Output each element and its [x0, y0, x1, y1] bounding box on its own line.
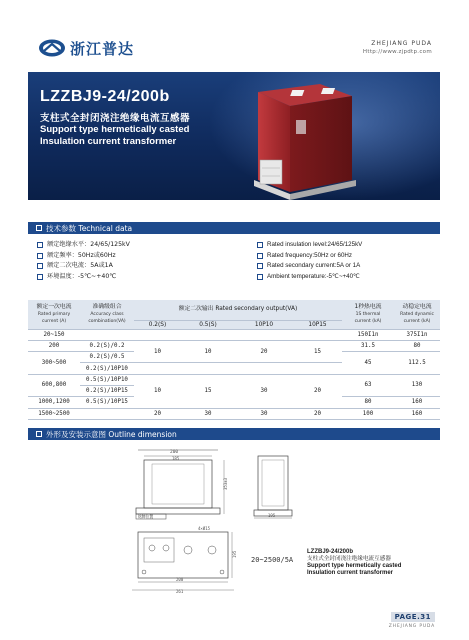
puda-logo-icon [38, 38, 66, 58]
section-technical-data [28, 222, 440, 234]
section-square-icon [36, 225, 42, 231]
company-logo [38, 36, 134, 60]
param-text: Ambient temperature:-5℃~+40℃ [267, 272, 361, 280]
col-0.2s: 0.2(S) [134, 320, 181, 329]
checkbox-square-icon [257, 263, 263, 269]
col-thermal-current: 1秒热电流 1S thermal current (kA) [342, 300, 394, 329]
checkbox-square-icon [37, 263, 43, 269]
col-secondary-output: 额定二次输出 Rated secondary output(VA) [134, 300, 342, 320]
company-url[interactable]: Http://www.zjpdtp.com [362, 49, 432, 55]
section-title: 外形及安装示意图 Outline dimension [46, 429, 177, 439]
table-row: 1000,1200 0.5(S)/10P15 80 160 [28, 397, 440, 408]
brand-block [363, 40, 432, 56]
param-text: Rated insulation level:24/65/125kV [267, 241, 363, 248]
base-view-drawing [118, 522, 248, 594]
checkbox-square-icon [257, 242, 263, 248]
product-name-cn: 支柱式全封闭浇注绝缘电流互感器 [40, 113, 191, 124]
section-square-icon [36, 431, 42, 437]
dim-top-inner: 185 [172, 456, 180, 461]
param-cn [37, 251, 130, 262]
ratio-label: 20~2500/5A [251, 556, 294, 564]
col-10p15: 10P15 [293, 320, 342, 329]
section-title: 技术参数 Technical data [46, 223, 133, 233]
col-accuracy-class: 准确级组合 Accuracy class combination(VA) [80, 300, 134, 329]
param-text: 额定二次电流：5A或1A [47, 262, 113, 270]
col-10p10: 10P10 [235, 320, 293, 329]
caption-cn: 支柱式全封闭浇注绝缘电流互感器 [307, 556, 391, 562]
col-dynamic-current: 动稳定电流 Rated dynamic current (kA) [394, 300, 440, 329]
checkbox-square-icon [37, 274, 43, 280]
dim-base: 261 [176, 589, 184, 594]
table-row: 300~500 0.2(S)/0.5 45 112.5 [28, 352, 440, 363]
table-row: 0.2(S)/10P15 [28, 385, 440, 396]
params-en-list [257, 240, 362, 282]
side-view-drawing [246, 446, 306, 520]
param-en [257, 272, 362, 283]
section-outline-dimension [28, 428, 440, 440]
checkbox-square-icon [37, 242, 43, 248]
param-en [257, 251, 362, 262]
table-row: 200 0.2(S)/0.2 10 10 20 15 31.5 80 [28, 340, 440, 351]
dim-foot: 200 [176, 577, 184, 582]
checkbox-square-icon [257, 253, 263, 259]
checkbox-square-icon [257, 274, 263, 280]
col-primary-current: 额定一次电流 Rated primary current (A) [28, 300, 80, 329]
product-name-en-1: Support type hermetically casted [40, 124, 190, 135]
param-text: 环境温度：-5℃~+40℃ [47, 272, 117, 280]
table-row: 600,800 0.5(S)/10P10 10 15 30 20 63 130 [28, 374, 440, 385]
dim-side: 195 [232, 550, 237, 558]
product-model: LZZBJ9-24/200b [40, 88, 170, 105]
nameplate-label: 铭牌位置 [138, 514, 154, 519]
col-0.5s: 0.5(S) [181, 320, 235, 329]
dim-right-width: 195 [268, 513, 276, 518]
dim-hole: 4×Ø15 [198, 526, 211, 531]
param-cn [37, 272, 130, 283]
product-photo [248, 80, 358, 220]
checkbox-square-icon [37, 253, 43, 259]
caption-model: LZZBJ9-24/200b [307, 549, 354, 555]
logo-text: 浙江普达 [70, 39, 135, 58]
product-name-en-2: Insulation current transformer [40, 136, 177, 147]
table-row: 0.2(S)/10P10 [28, 363, 440, 374]
param-en [257, 240, 362, 251]
param-text: 额定频率：50Hz或60Hz [47, 251, 116, 259]
param-cn [37, 240, 130, 251]
page-number: PAGE.31 [391, 612, 435, 622]
caption-en-2: Insulation current transformer [307, 570, 394, 576]
dim-top-width: 200 [170, 450, 179, 455]
hero-banner [28, 72, 440, 200]
dim-height: 353±3 [223, 477, 228, 490]
table-row: 1500~2500 20 30 30 20 100 160 [28, 408, 440, 419]
table-row: 20~150 150I1n 375I1n [28, 329, 440, 340]
param-text: Rated secondary current:5A or 1A [267, 262, 361, 270]
table-header-row [28, 300, 440, 320]
params-cn-list [37, 240, 130, 282]
caption-en-1: Support type hermetically casted [307, 563, 402, 569]
param-en [257, 261, 362, 272]
brand-name: ZHEJIANG PUDA [371, 40, 432, 47]
param-cn [37, 261, 130, 272]
param-text: Rated frequency:50Hz or 60Hz [267, 251, 352, 259]
footer-brand: ZHEJIANG PUDA [388, 624, 435, 629]
drawing-caption [307, 549, 401, 577]
page-footer [389, 604, 435, 629]
param-text: 额定绝缘水平：24/65/125kV [47, 241, 130, 248]
spec-table [28, 300, 440, 420]
front-view-drawing [108, 446, 248, 520]
